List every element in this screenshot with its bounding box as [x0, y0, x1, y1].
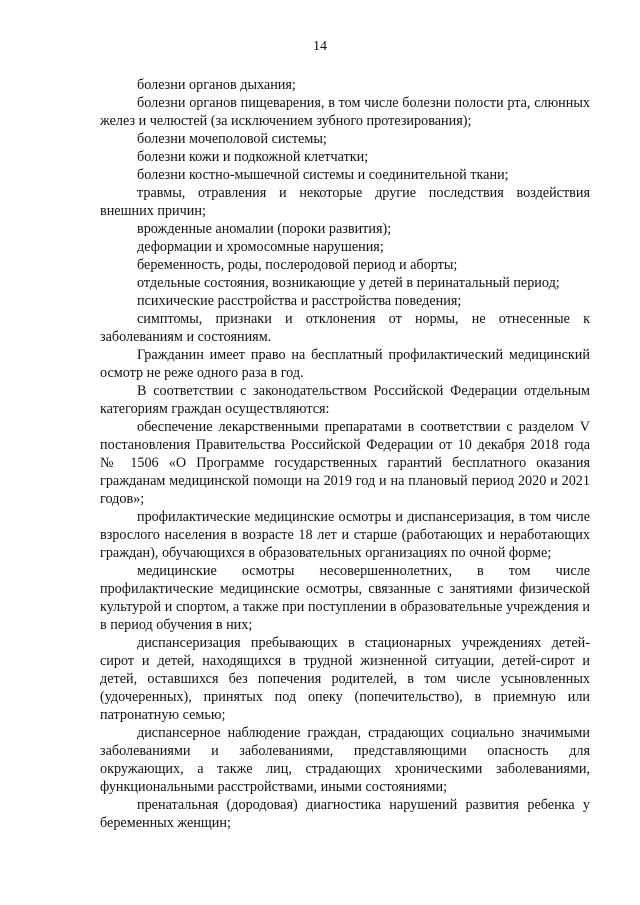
paragraph: травмы, отравления и некоторые другие последствия воздействия внешних причин;	[100, 185, 590, 219]
paragraph: врожденные аномалии (пороки развития);	[137, 221, 392, 237]
paragraph: болезни органов дыхания;	[137, 77, 296, 93]
paragraph: симптомы, признаки и отклонения от нормы, не отнесенные к заболеваниям и состояниям.	[100, 311, 590, 345]
paragraph: болезни костно-мышечной системы и соединительной ткани;	[137, 167, 509, 183]
paragraph: В соответствии с законодательством Российской Федерации отдельным категориям граждан осуществляются:	[100, 383, 590, 417]
paragraph: Гражданин имеет право на бесплатный профилактический медицинский осмотр не реже одного раза в год.	[100, 347, 590, 381]
paragraph: беременность, роды, послеродовой период и аборты;	[137, 257, 458, 273]
paragraph: отдельные состояния, возникающие у детей в перинатальный период;	[137, 275, 560, 291]
paragraph: профилактические медицинские осмотры и диспансеризация, в том числе взрослого населения в возрасте 18 лет и старше (работающих и неработающих граждан), обучающихся в образовательных организациях по очной форме;	[100, 509, 590, 561]
paragraph: обеспечение лекарственными препаратами в соответствии с разделом V постановления Правительства Российской Федерации от 10 декабря 2018 года № 1506 «О Программе государственных гарантий бесплатного оказания гражданам медицинской помощи на 2019 год и на плановый период 2020 и 2021 годов»;	[100, 419, 590, 507]
paragraph: деформации и хромосомные нарушения;	[137, 239, 384, 255]
paragraph: пренатальная (дородовая) диагностика нарушений развития ребенка у беременных женщин;	[100, 797, 590, 831]
paragraph: болезни мочеполовой системы;	[137, 131, 327, 147]
paragraph: диспансеризация пребывающих в стационарных учреждениях детей-сирот и детей, находящихся в трудной жизненной ситуации, детей-сирот и детей, оставшихся без попечения родителей, в том числе усыновленных (удочеренных), принятых под опеку (попечительство), в приемную или патронатную семью;	[100, 635, 590, 723]
paragraph: болезни органов пищеварения, в том числе болезни полости рта, слюнных желез и челюстей (за исключением зубного протезирования);	[100, 95, 590, 129]
page-number: 14	[313, 39, 327, 54]
paragraph: психические расстройства и расстройства поведения;	[137, 293, 462, 309]
paragraph: болезни кожи и подкожной клетчатки;	[137, 149, 369, 165]
paragraph: диспансерное наблюдение граждан, страдающих социально значимыми заболеваниями и заболеваниями, представляющими опасность для окружающих, а также лиц, страдающих хроническими заболеваниями, функциональными расстройствами, иными состояниями;	[100, 725, 590, 795]
document-body	[100, 76, 590, 832]
paragraph: медицинские осмотры несовершеннолетних, в том числе профилактические медицинские осмотры, связанные с занятиями физической культурой и спортом, а также при поступлении в образовательные учреждения и в период обучения в них;	[100, 563, 590, 633]
